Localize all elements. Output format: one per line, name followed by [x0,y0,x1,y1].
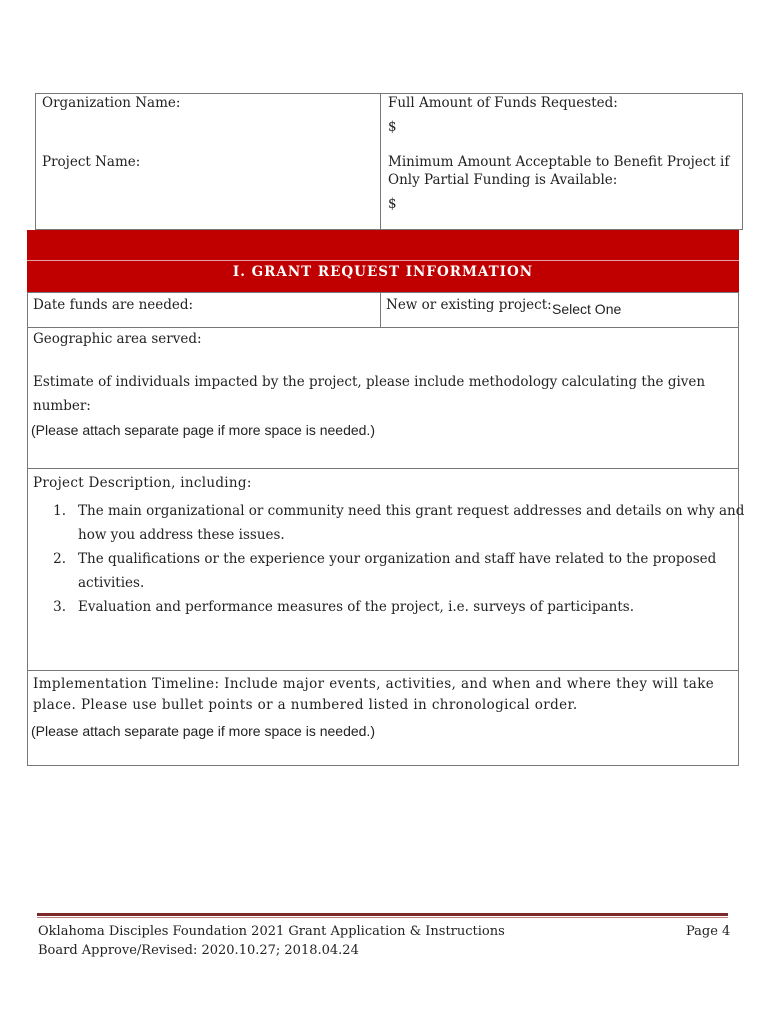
description-item-number: 3. [53,599,66,615]
date-needed-label: Date funds are needed: [33,297,194,313]
section-header-rule [27,260,739,261]
project-description-box [27,468,739,671]
organization-name-label: Organization Name: [42,95,181,111]
minimum-amount-label-line2: Only Partial Funding is Available: [388,172,618,188]
section-header-band [27,230,739,293]
date-row-divider [380,292,381,328]
estimate-label-line1: Estimate of individuals impacted by the project, please include methodology calculating the given [33,374,706,390]
footer-rule-dark [37,913,728,916]
minimum-amount-label-line1: Minimum Amount Acceptable to Benefit Project if [388,154,730,170]
description-item-line1: Evaluation and performance measures of the project, i.e. surveys of participants. [78,599,635,615]
footer-rule-light [37,917,728,918]
attach-note-estimate: (Please attach separate page if more space is needed.) [31,422,375,438]
geographic-label: Geographic area served: [33,331,202,347]
timeline-label-line2: place. Please use bullet points or a numbered listed in chronological order. [33,697,578,713]
section-title: I. GRANT REQUEST INFORMATION [232,264,534,280]
new-or-existing-label: New or existing project: [386,297,552,313]
full-amount-field[interactable]: $ [388,119,397,135]
description-item-number: 1. [53,503,66,519]
estimate-label-line2: number: [33,398,91,414]
minimum-amount-field[interactable]: $ [388,196,397,212]
description-item-line1: The main organizational or community need this grant request addresses and details on why and [78,503,745,519]
project-description-heading: Project Description, including: [33,475,252,491]
full-amount-label: Full Amount of Funds Requested: [388,95,618,111]
footer-page-number: Page 4 [686,924,731,939]
project-name-label: Project Name: [42,154,141,170]
timeline-label-line1: Implementation Timeline: Include major events, activities, and when and where they will take [33,676,715,692]
footer-title: Oklahoma Disciples Foundation 2021 Grant Application & Instructions [38,924,505,939]
attach-note-timeline: (Please attach separate page if more space is needed.) [31,723,375,739]
footer-revised: Board Approve/Revised: 2020.10.27; 2018.04.24 [38,943,359,958]
organization-info-divider [380,93,381,230]
geographic-box [27,327,739,469]
description-item-line2: how you address these issues. [78,527,285,543]
description-item-number: 2. [53,551,66,567]
new-or-existing-select[interactable]: Select One [552,301,622,317]
description-item-line2: activities. [78,575,145,591]
description-item-line1: The qualifications or the experience your organization and staff have related to the proposed [78,551,717,567]
